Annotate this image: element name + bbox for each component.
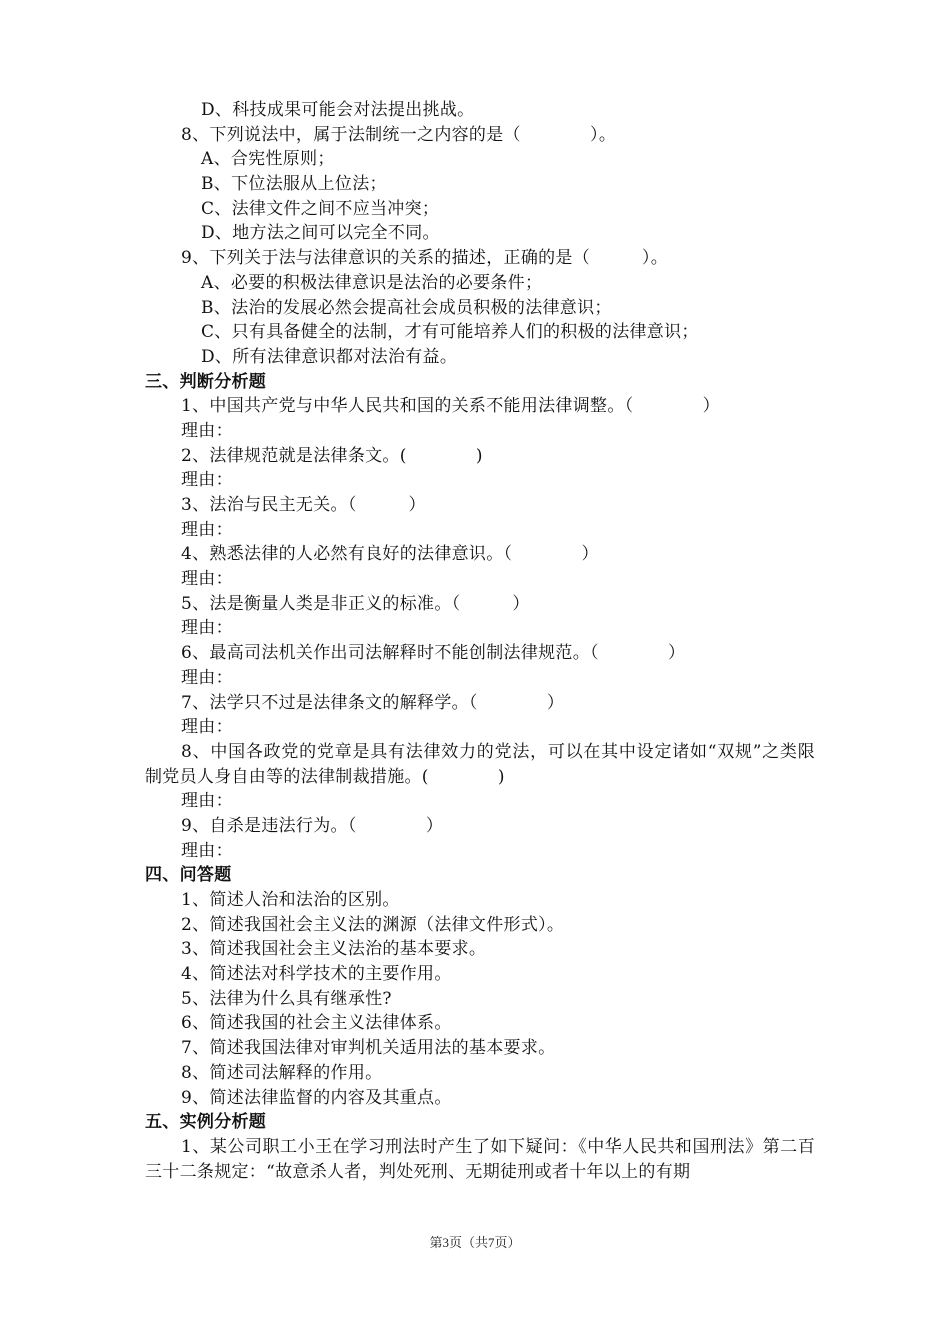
option-line: C、只有具备健全的法制，才有可能培养人们的积极的法律意识；	[201, 322, 699, 343]
judgment-item-8: 8、中国各政党的党章是具有法律效力的党法，可以在其中设定诸如“双规”之类限制党员人身自由等的法律制裁措施。( )	[145, 741, 815, 787]
section-judgment	[145, 370, 815, 864]
judgment-item: 3、法治与民主无关。（ ）	[181, 495, 426, 515]
page-number-footer: 第3页（共7页）	[429, 1235, 521, 1250]
question-8: 8、下列说法中，属于法制统一之内容的是（ ）。	[181, 124, 617, 145]
judgment-item: 1、中国共产党与中华人民共和国的关系不能用法律调整。（ ）	[181, 396, 720, 417]
qa-item: 7、简述我国法律对审判机关适用法的基本要求。	[181, 1038, 556, 1059]
reason-label: 理由：	[181, 569, 233, 590]
judgment-item: 6、最高司法机关作出司法解释时不能创制法律规范。（ ）	[181, 643, 686, 664]
reason-label: 理由：	[181, 470, 233, 491]
section-heading: 三、判断分析题	[145, 371, 267, 392]
section-heading: 五、实例分析题	[145, 1112, 267, 1133]
section-heading: 四、问答题	[145, 865, 232, 886]
option-line: A、合宪性原则；	[201, 149, 335, 170]
page-content	[145, 98, 815, 1184]
qa-item: 9、简述法律监督的内容及其重点。	[181, 1087, 452, 1108]
option-line: B、法治的发展必然会提高社会成员积极的法律意识；	[201, 297, 612, 318]
reason-label: 理由：	[181, 667, 233, 688]
qa-item: 5、法律为什么具有继承性?	[181, 988, 392, 1009]
qa-item: 3、简述我国社会主义法治的基本要求。	[181, 939, 487, 960]
reason-label: 理由：	[181, 519, 233, 540]
option-line: D、地方法之间可以完全不同。	[201, 223, 440, 244]
option-line: B、下位法服从上位法；	[201, 174, 387, 195]
judgment-item: 4、熟悉法律的人必然有良好的法律意识。（ ）	[181, 544, 599, 565]
qa-item: 1、简述人治和法治的区别。	[181, 890, 400, 911]
judgment-item: 2、法律规范就是法律条文。( )	[181, 445, 483, 466]
reason-label: 理由：	[181, 717, 233, 738]
judgment-item: 5、法是衡量人类是非正义的标准。（ ）	[181, 593, 530, 614]
reason-label: 理由：	[181, 420, 233, 441]
reason-label: 理由：	[181, 840, 233, 861]
section-questions	[145, 863, 815, 1110]
qa-item: 2、简述我国社会主义法的渊源（法律文件形式）。	[181, 914, 565, 935]
question-9: 9、下列关于法与法律意识的关系的描述，正确的是（ ）。	[181, 248, 669, 269]
judgment-item-9: 9、自杀是违法行为。（ ）	[181, 815, 444, 836]
judgment-item: 7、法学只不过是法律条文的解释学。（ ）	[181, 692, 565, 713]
choice-questions-tail	[145, 98, 815, 370]
case-item-1: 1、某公司职工小王在学习刑法时产生了如下疑问：《中华人民共和国刑法》第二百三十二条规定：“故意杀人者，判处死刑、无期徒刑或者十年以上的有期	[145, 1136, 815, 1182]
option-line: A、必要的积极法律意识是法治的必要条件；	[201, 272, 543, 293]
qa-item: 6、简述我国的社会主义法律体系。	[181, 1013, 452, 1034]
reason-label: 理由：	[181, 618, 233, 639]
section-case-analysis	[145, 1110, 815, 1184]
option-line: D、科技成果可能会对法提出挑战。	[201, 100, 475, 120]
option-line: D、所有法律意识都对法治有益。	[201, 346, 458, 367]
qa-item: 8、简述司法解释的作用。	[181, 1062, 383, 1083]
option-line: C、法律文件之间不应当冲突；	[201, 198, 440, 219]
qa-item: 4、简述法对科学技术的主要作用。	[181, 964, 452, 985]
reason-label: 理由：	[181, 791, 233, 812]
